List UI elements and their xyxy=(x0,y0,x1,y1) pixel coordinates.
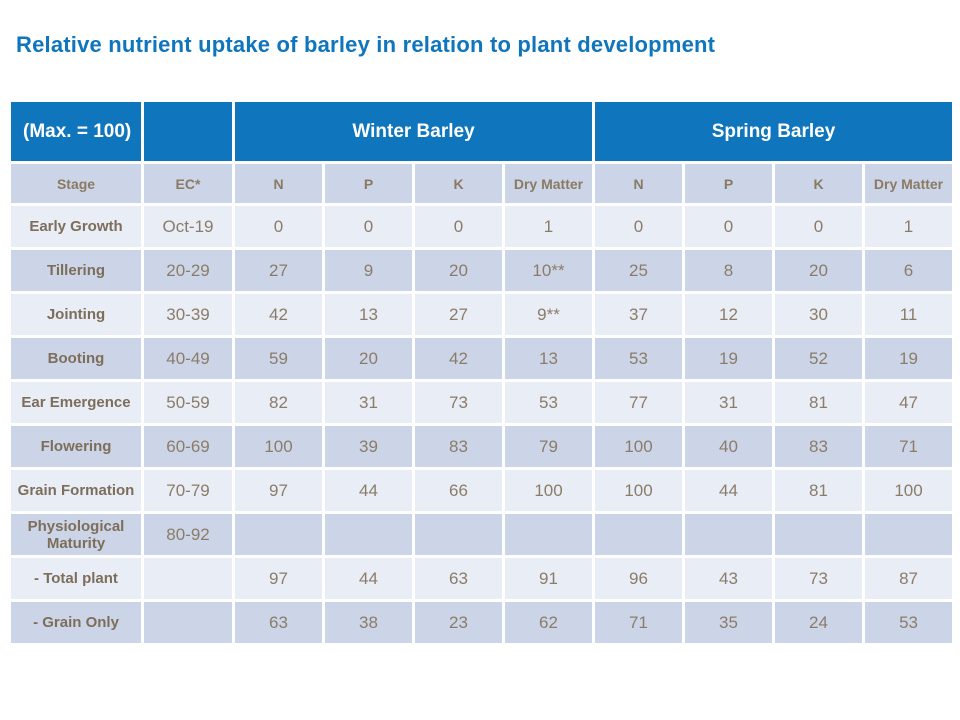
table-header xyxy=(11,102,952,203)
ec-cell: 80-92 xyxy=(144,514,232,555)
stage-cell: Ear Emergence xyxy=(11,382,141,423)
table-row xyxy=(11,558,952,599)
ec-cell: 20-29 xyxy=(144,250,232,291)
value-cell xyxy=(775,514,862,555)
value-cell: 42 xyxy=(235,294,322,335)
value-cell: 81 xyxy=(775,470,862,511)
value-cell: 63 xyxy=(415,558,502,599)
ec-cell xyxy=(144,558,232,599)
value-cell: 100 xyxy=(595,470,682,511)
table-row xyxy=(11,514,952,555)
value-cell: 44 xyxy=(685,470,772,511)
value-cell: 9** xyxy=(505,294,592,335)
value-cell: 63 xyxy=(235,602,322,643)
value-cell: 12 xyxy=(685,294,772,335)
value-cell: 8 xyxy=(685,250,772,291)
value-cell: 13 xyxy=(325,294,412,335)
value-cell: 71 xyxy=(865,426,952,467)
table-row xyxy=(11,338,952,379)
table-row xyxy=(11,470,952,511)
value-cell: 9 xyxy=(325,250,412,291)
value-cell: 0 xyxy=(595,206,682,247)
value-cell xyxy=(685,514,772,555)
column-header-winter-k: K xyxy=(415,164,502,203)
value-cell: 44 xyxy=(325,470,412,511)
value-cell: 30 xyxy=(775,294,862,335)
column-header-winter-p: P xyxy=(325,164,412,203)
value-cell: 82 xyxy=(235,382,322,423)
stage-cell: Jointing xyxy=(11,294,141,335)
value-cell: 59 xyxy=(235,338,322,379)
ec-cell: 50-59 xyxy=(144,382,232,423)
value-cell: 73 xyxy=(415,382,502,423)
value-cell xyxy=(505,514,592,555)
value-cell: 87 xyxy=(865,558,952,599)
value-cell: 20 xyxy=(325,338,412,379)
column-header-row xyxy=(11,164,952,203)
corner-label: (Max. = 100) xyxy=(11,102,141,161)
ec-cell: Oct-19 xyxy=(144,206,232,247)
value-cell: 0 xyxy=(235,206,322,247)
value-cell: 83 xyxy=(415,426,502,467)
value-cell: 97 xyxy=(235,470,322,511)
value-cell xyxy=(325,514,412,555)
header-blank-cell xyxy=(144,102,232,161)
table-row xyxy=(11,426,952,467)
value-cell xyxy=(415,514,502,555)
nutrient-uptake-table xyxy=(8,99,955,646)
value-cell: 91 xyxy=(505,558,592,599)
column-header-stage: Stage xyxy=(11,164,141,203)
value-cell xyxy=(865,514,952,555)
column-header-spring-p: P xyxy=(685,164,772,203)
table-row xyxy=(11,250,952,291)
value-cell: 66 xyxy=(415,470,502,511)
value-cell: 35 xyxy=(685,602,772,643)
ec-cell: 60-69 xyxy=(144,426,232,467)
value-cell: 53 xyxy=(595,338,682,379)
ec-cell: 30-39 xyxy=(144,294,232,335)
table-row xyxy=(11,382,952,423)
value-cell: 27 xyxy=(415,294,502,335)
value-cell: 20 xyxy=(415,250,502,291)
stage-cell: Flowering xyxy=(11,426,141,467)
value-cell: 62 xyxy=(505,602,592,643)
value-cell: 100 xyxy=(595,426,682,467)
value-cell: 77 xyxy=(595,382,682,423)
value-cell: 1 xyxy=(505,206,592,247)
ec-cell: 40-49 xyxy=(144,338,232,379)
value-cell: 100 xyxy=(235,426,322,467)
column-header-spring-drymatter: Dry Matter xyxy=(865,164,952,203)
stage-cell: - Total plant xyxy=(11,558,141,599)
value-cell: 20 xyxy=(775,250,862,291)
stage-cell: Physiological Maturity xyxy=(11,514,141,555)
value-cell: 71 xyxy=(595,602,682,643)
value-cell: 81 xyxy=(775,382,862,423)
value-cell: 6 xyxy=(865,250,952,291)
column-header-spring-k: K xyxy=(775,164,862,203)
value-cell: 13 xyxy=(505,338,592,379)
value-cell: 47 xyxy=(865,382,952,423)
value-cell: 53 xyxy=(865,602,952,643)
value-cell: 39 xyxy=(325,426,412,467)
group-header-winter-barley: Winter Barley xyxy=(235,102,592,161)
stage-cell: Booting xyxy=(11,338,141,379)
group-header-spring-barley: Spring Barley xyxy=(595,102,952,161)
table-row xyxy=(11,602,952,643)
value-cell: 31 xyxy=(685,382,772,423)
value-cell: 23 xyxy=(415,602,502,643)
ec-cell xyxy=(144,602,232,643)
value-cell: 53 xyxy=(505,382,592,423)
value-cell: 38 xyxy=(325,602,412,643)
value-cell: 40 xyxy=(685,426,772,467)
stage-cell: Grain Formation xyxy=(11,470,141,511)
value-cell: 97 xyxy=(235,558,322,599)
group-header-row xyxy=(11,102,952,161)
value-cell: 25 xyxy=(595,250,682,291)
value-cell: 100 xyxy=(865,470,952,511)
value-cell: 19 xyxy=(685,338,772,379)
column-header-winter-n: N xyxy=(235,164,322,203)
value-cell: 79 xyxy=(505,426,592,467)
value-cell: 19 xyxy=(865,338,952,379)
value-cell: 100 xyxy=(505,470,592,511)
value-cell: 96 xyxy=(595,558,682,599)
value-cell: 0 xyxy=(685,206,772,247)
stage-cell: Tillering xyxy=(11,250,141,291)
value-cell: 44 xyxy=(325,558,412,599)
ec-cell: 70-79 xyxy=(144,470,232,511)
table-row xyxy=(11,206,952,247)
value-cell: 37 xyxy=(595,294,682,335)
value-cell: 27 xyxy=(235,250,322,291)
column-header-ec: EC* xyxy=(144,164,232,203)
value-cell: 73 xyxy=(775,558,862,599)
value-cell: 31 xyxy=(325,382,412,423)
value-cell: 43 xyxy=(685,558,772,599)
value-cell: 1 xyxy=(865,206,952,247)
value-cell: 0 xyxy=(775,206,862,247)
value-cell: 0 xyxy=(415,206,502,247)
table-body xyxy=(11,206,952,643)
value-cell xyxy=(235,514,322,555)
value-cell: 42 xyxy=(415,338,502,379)
value-cell: 83 xyxy=(775,426,862,467)
value-cell: 11 xyxy=(865,294,952,335)
column-header-winter-drymatter: Dry Matter xyxy=(505,164,592,203)
value-cell: 24 xyxy=(775,602,862,643)
stage-cell: - Grain Only xyxy=(11,602,141,643)
column-header-spring-n: N xyxy=(595,164,682,203)
stage-cell: Early Growth xyxy=(11,206,141,247)
value-cell xyxy=(595,514,682,555)
value-cell: 0 xyxy=(325,206,412,247)
value-cell: 52 xyxy=(775,338,862,379)
value-cell: 10** xyxy=(505,250,592,291)
table-row xyxy=(11,294,952,335)
page-title: Relative nutrient uptake of barley in relation to plant development xyxy=(16,32,716,57)
